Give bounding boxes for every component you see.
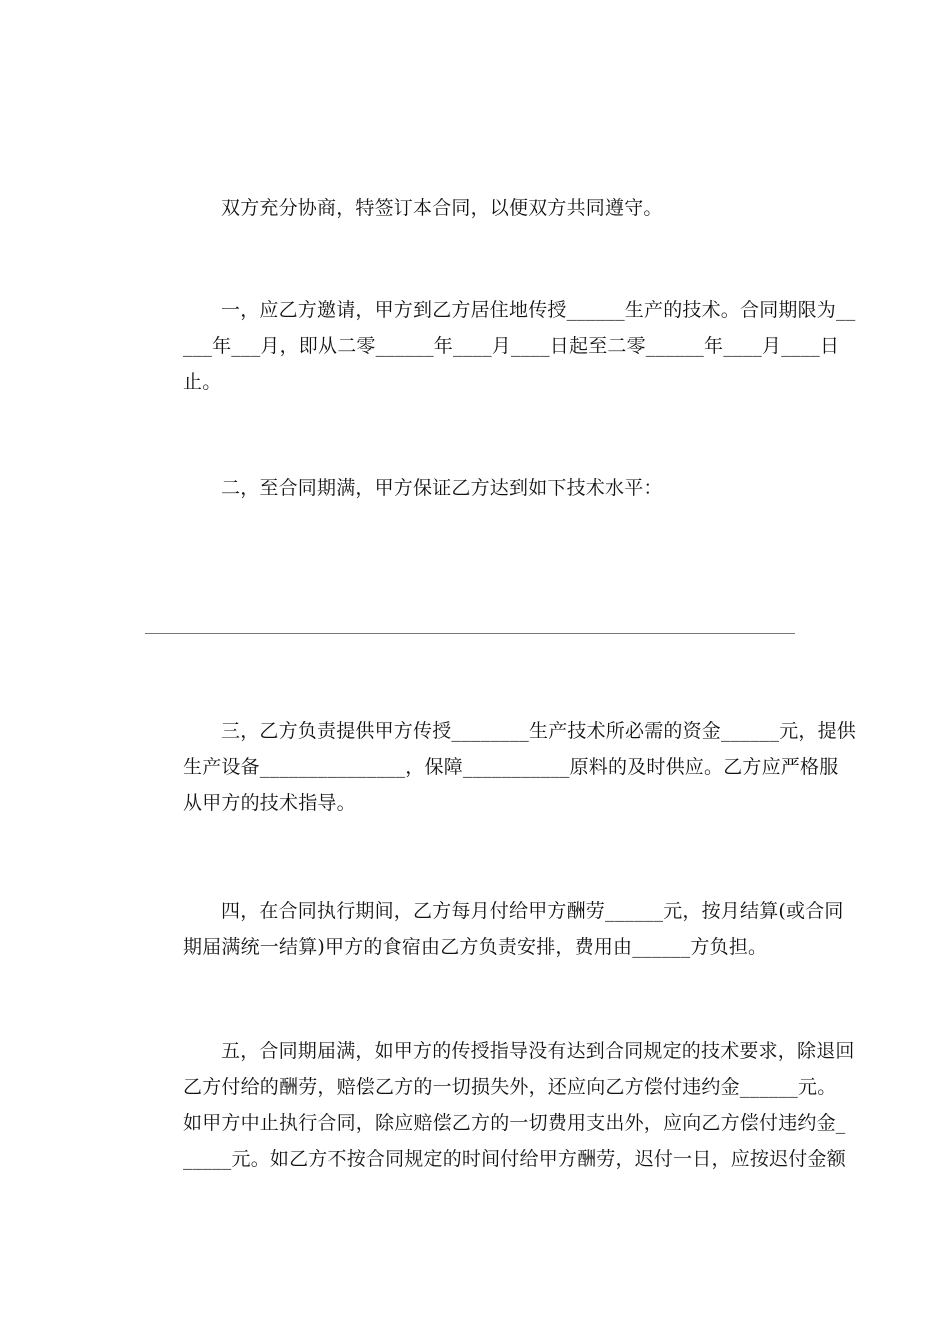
clause-1-line-3: 止。 — [183, 371, 222, 393]
clause-3-paragraph — [145, 713, 857, 821]
clause-4-line-1: 四，在合同执行期间，乙方每月付给甲方酬劳______元，按月结算(或合同 — [221, 900, 844, 922]
intro-paragraph — [145, 190, 805, 226]
clause-3-line-3: 从甲方的技术指导。 — [183, 792, 356, 814]
clause-5-paragraph — [145, 1033, 855, 1177]
clause-1-line-2: ___年___月，即从二零______年____月____日起至二零______年____月____日 — [183, 335, 840, 357]
clause-3-line-2: 生产设备_______________，保障___________原料的及时供应。乙方应严格服 — [183, 756, 839, 778]
clause-5-line-2: 乙方付给的酬劳，赔偿乙方的一切损失外，还应向乙方偿付违约金______元。 — [183, 1076, 837, 1098]
clause-5-line-1: 五，合同期届满，如甲方的传授指导没有达到合同规定的技术要求，除退回 — [221, 1040, 855, 1062]
clause-5-line-4: _____元。如乙方不按合同规定的时间付给甲方酬劳，迟付一日，应按迟付金额 — [183, 1148, 846, 1170]
clause-1-line-1: 一，应乙方邀请，甲方到乙方居住地传授______生产的技术。合同期限为__ — [221, 299, 856, 321]
clause-4-line-2: 期届满统一结算)甲方的食宿由乙方负责安排，费用由______方负担。 — [183, 936, 768, 958]
clause-2-paragraph — [145, 470, 805, 506]
clause-4-paragraph — [145, 893, 844, 965]
clause-1-paragraph — [145, 292, 856, 400]
clause-2-line-1: 二，至合同期满，甲方保证乙方达到如下技术水平： — [221, 477, 663, 499]
intro-line-1: 双方充分协商，特签订本合同，以便双方共同遵守。 — [221, 197, 663, 219]
blank-fill-line — [145, 633, 795, 634]
clause-5-line-3: 如甲方中止执行合同，除应赔偿乙方的一切费用支出外，应向乙方偿付违约金_ — [183, 1112, 846, 1134]
clause-3-line-1: 三，乙方负责提供甲方传授________生产技术所必需的资金______元，提供 — [221, 720, 857, 742]
